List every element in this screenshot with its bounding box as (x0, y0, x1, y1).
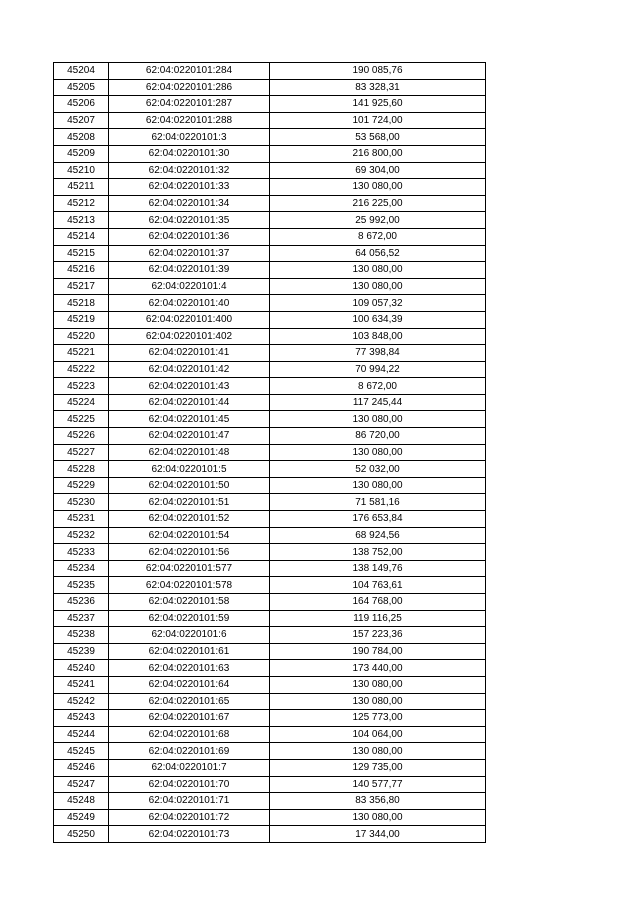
row-number-cell: 45222 (54, 361, 109, 378)
value-cell: 129 735,00 (270, 759, 486, 776)
row-number-cell: 45223 (54, 378, 109, 395)
table-row (54, 245, 486, 262)
row-number-cell: 45205 (54, 79, 109, 96)
row-number-cell: 45243 (54, 710, 109, 727)
row-number-cell: 45229 (54, 477, 109, 494)
value-cell: 130 080,00 (270, 743, 486, 760)
cadastral-number-cell: 62:04:0220101:61 (109, 643, 270, 660)
value-cell: 104 064,00 (270, 726, 486, 743)
table-row (54, 162, 486, 179)
cadastral-number-cell: 62:04:0220101:48 (109, 444, 270, 461)
value-cell: 69 304,00 (270, 162, 486, 179)
row-number-cell: 45246 (54, 759, 109, 776)
cadastral-number-cell: 62:04:0220101:43 (109, 378, 270, 395)
table-row (54, 63, 486, 80)
value-cell: 8 672,00 (270, 228, 486, 245)
value-cell: 130 080,00 (270, 676, 486, 693)
cadastral-number-cell: 62:04:0220101:6 (109, 627, 270, 644)
value-cell: 104 763,61 (270, 577, 486, 594)
cadastral-number-cell: 62:04:0220101:71 (109, 793, 270, 810)
table-row (54, 228, 486, 245)
table-row (54, 328, 486, 345)
cadastral-number-cell: 62:04:0220101:36 (109, 228, 270, 245)
value-cell: 86 720,00 (270, 428, 486, 445)
row-number-cell: 45240 (54, 660, 109, 677)
cadastral-number-cell: 62:04:0220101:577 (109, 560, 270, 577)
value-cell: 140 577,77 (270, 776, 486, 793)
row-number-cell: 45226 (54, 428, 109, 445)
table-row (54, 428, 486, 445)
row-number-cell: 45235 (54, 577, 109, 594)
table-row (54, 544, 486, 561)
cadastral-number-cell: 62:04:0220101:63 (109, 660, 270, 677)
table-row (54, 759, 486, 776)
table-row (54, 809, 486, 826)
cadastral-number-cell: 62:04:0220101:7 (109, 759, 270, 776)
row-number-cell: 45212 (54, 195, 109, 212)
value-cell: 164 768,00 (270, 594, 486, 611)
value-cell: 216 225,00 (270, 195, 486, 212)
table-row (54, 411, 486, 428)
table-row (54, 461, 486, 478)
cadastral-number-cell: 62:04:0220101:287 (109, 96, 270, 113)
table-row (54, 477, 486, 494)
row-number-cell: 45233 (54, 544, 109, 561)
row-number-cell: 45241 (54, 676, 109, 693)
value-cell: 70 994,22 (270, 361, 486, 378)
table-row (54, 494, 486, 511)
cadastral-number-cell: 62:04:0220101:37 (109, 245, 270, 262)
cadastral-number-cell: 62:04:0220101:42 (109, 361, 270, 378)
cadastral-number-cell: 62:04:0220101:69 (109, 743, 270, 760)
value-cell: 103 848,00 (270, 328, 486, 345)
table-row (54, 345, 486, 362)
row-number-cell: 45237 (54, 610, 109, 627)
table-row (54, 112, 486, 129)
table-row (54, 826, 486, 843)
table-row (54, 145, 486, 162)
value-cell: 125 773,00 (270, 710, 486, 727)
table-row (54, 212, 486, 229)
table-row (54, 195, 486, 212)
cadastral-number-cell: 62:04:0220101:58 (109, 594, 270, 611)
row-number-cell: 45238 (54, 627, 109, 644)
cadastral-number-cell: 62:04:0220101:45 (109, 411, 270, 428)
row-number-cell: 45217 (54, 278, 109, 295)
value-cell: 130 080,00 (270, 693, 486, 710)
value-cell: 101 724,00 (270, 112, 486, 129)
row-number-cell: 45244 (54, 726, 109, 743)
row-number-cell: 45206 (54, 96, 109, 113)
cadastral-number-cell: 62:04:0220101:67 (109, 710, 270, 727)
value-cell: 53 568,00 (270, 129, 486, 146)
table-row (54, 776, 486, 793)
cadastral-number-cell: 62:04:0220101:578 (109, 577, 270, 594)
table-row (54, 710, 486, 727)
row-number-cell: 45242 (54, 693, 109, 710)
value-cell: 216 800,00 (270, 145, 486, 162)
table-row (54, 129, 486, 146)
row-number-cell: 45232 (54, 527, 109, 544)
cadastral-number-cell: 62:04:0220101:34 (109, 195, 270, 212)
row-number-cell: 45207 (54, 112, 109, 129)
table-row (54, 511, 486, 528)
cadastral-number-cell: 62:04:0220101:33 (109, 179, 270, 196)
value-cell: 64 056,52 (270, 245, 486, 262)
cadastral-number-cell: 62:04:0220101:72 (109, 809, 270, 826)
value-cell: 77 398,84 (270, 345, 486, 362)
cadastral-number-cell: 62:04:0220101:39 (109, 262, 270, 279)
row-number-cell: 45245 (54, 743, 109, 760)
row-number-cell: 45220 (54, 328, 109, 345)
table-row (54, 594, 486, 611)
value-cell: 190 784,00 (270, 643, 486, 660)
table-row (54, 627, 486, 644)
row-number-cell: 45211 (54, 179, 109, 196)
value-cell: 83 328,31 (270, 79, 486, 96)
table-row (54, 660, 486, 677)
value-cell: 130 080,00 (270, 278, 486, 295)
table-row (54, 394, 486, 411)
row-number-cell: 45249 (54, 809, 109, 826)
data-table-body (54, 63, 486, 843)
value-cell: 173 440,00 (270, 660, 486, 677)
table-row (54, 262, 486, 279)
cadastral-number-cell: 62:04:0220101:286 (109, 79, 270, 96)
value-cell: 130 080,00 (270, 444, 486, 461)
cadastral-number-cell: 62:04:0220101:35 (109, 212, 270, 229)
value-cell: 130 080,00 (270, 809, 486, 826)
table-row (54, 577, 486, 594)
table-row (54, 610, 486, 627)
value-cell: 83 356,80 (270, 793, 486, 810)
value-cell: 117 245,44 (270, 394, 486, 411)
cadastral-number-cell: 62:04:0220101:3 (109, 129, 270, 146)
table-row (54, 278, 486, 295)
cadastral-number-cell: 62:04:0220101:402 (109, 328, 270, 345)
cadastral-number-cell: 62:04:0220101:52 (109, 511, 270, 528)
cadastral-number-cell: 62:04:0220101:73 (109, 826, 270, 843)
value-cell: 138 149,76 (270, 560, 486, 577)
table-row (54, 79, 486, 96)
row-number-cell: 45234 (54, 560, 109, 577)
row-number-cell: 45216 (54, 262, 109, 279)
row-number-cell: 45218 (54, 295, 109, 312)
table-row (54, 444, 486, 461)
value-cell: 130 080,00 (270, 477, 486, 494)
row-number-cell: 45209 (54, 145, 109, 162)
row-number-cell: 45213 (54, 212, 109, 229)
value-cell: 52 032,00 (270, 461, 486, 478)
cadastral-number-cell: 62:04:0220101:51 (109, 494, 270, 511)
value-cell: 130 080,00 (270, 262, 486, 279)
cadastral-number-cell: 62:04:0220101:400 (109, 311, 270, 328)
row-number-cell: 45231 (54, 511, 109, 528)
cadastral-number-cell: 62:04:0220101:50 (109, 477, 270, 494)
table-row (54, 295, 486, 312)
value-cell: 71 581,16 (270, 494, 486, 511)
cadastral-number-cell: 62:04:0220101:47 (109, 428, 270, 445)
table-row (54, 527, 486, 544)
table-row (54, 743, 486, 760)
value-cell: 130 080,00 (270, 411, 486, 428)
row-number-cell: 45215 (54, 245, 109, 262)
row-number-cell: 45208 (54, 129, 109, 146)
table-row (54, 693, 486, 710)
row-number-cell: 45247 (54, 776, 109, 793)
value-cell: 157 223,36 (270, 627, 486, 644)
value-cell: 68 924,56 (270, 527, 486, 544)
value-cell: 130 080,00 (270, 179, 486, 196)
value-cell: 138 752,00 (270, 544, 486, 561)
cadastral-number-cell: 62:04:0220101:64 (109, 676, 270, 693)
cadastral-number-cell: 62:04:0220101:41 (109, 345, 270, 362)
row-number-cell: 45236 (54, 594, 109, 611)
row-number-cell: 45221 (54, 345, 109, 362)
value-cell: 176 653,84 (270, 511, 486, 528)
cadastral-number-cell: 62:04:0220101:70 (109, 776, 270, 793)
table-row (54, 96, 486, 113)
table-row (54, 676, 486, 693)
table-row (54, 361, 486, 378)
row-number-cell: 45228 (54, 461, 109, 478)
value-cell: 8 672,00 (270, 378, 486, 395)
cadastral-number-cell: 62:04:0220101:56 (109, 544, 270, 561)
table-row (54, 311, 486, 328)
row-number-cell: 45248 (54, 793, 109, 810)
table-row (54, 179, 486, 196)
row-number-cell: 45224 (54, 394, 109, 411)
row-number-cell: 45227 (54, 444, 109, 461)
cadastral-number-cell: 62:04:0220101:40 (109, 295, 270, 312)
row-number-cell: 45210 (54, 162, 109, 179)
cadastral-number-cell: 62:04:0220101:32 (109, 162, 270, 179)
table-row (54, 378, 486, 395)
cadastral-number-cell: 62:04:0220101:59 (109, 610, 270, 627)
cadastral-number-cell: 62:04:0220101:54 (109, 527, 270, 544)
table-row (54, 643, 486, 660)
value-cell: 100 634,39 (270, 311, 486, 328)
value-cell: 141 925,60 (270, 96, 486, 113)
value-cell: 17 344,00 (270, 826, 486, 843)
row-number-cell: 45230 (54, 494, 109, 511)
cadastral-number-cell: 62:04:0220101:68 (109, 726, 270, 743)
cadastral-number-cell: 62:04:0220101:4 (109, 278, 270, 295)
table-row (54, 726, 486, 743)
value-cell: 25 992,00 (270, 212, 486, 229)
value-cell: 119 116,25 (270, 610, 486, 627)
cadastral-number-cell: 62:04:0220101:5 (109, 461, 270, 478)
cadastral-number-cell: 62:04:0220101:65 (109, 693, 270, 710)
data-table (53, 62, 486, 843)
row-number-cell: 45219 (54, 311, 109, 328)
row-number-cell: 45250 (54, 826, 109, 843)
table-row (54, 560, 486, 577)
row-number-cell: 45225 (54, 411, 109, 428)
table-row (54, 793, 486, 810)
cadastral-number-cell: 62:04:0220101:44 (109, 394, 270, 411)
cadastral-number-cell: 62:04:0220101:30 (109, 145, 270, 162)
row-number-cell: 45214 (54, 228, 109, 245)
cadastral-number-cell: 62:04:0220101:288 (109, 112, 270, 129)
cadastral-number-cell: 62:04:0220101:284 (109, 63, 270, 80)
row-number-cell: 45239 (54, 643, 109, 660)
row-number-cell: 45204 (54, 63, 109, 80)
value-cell: 109 057,32 (270, 295, 486, 312)
value-cell: 190 085,76 (270, 63, 486, 80)
